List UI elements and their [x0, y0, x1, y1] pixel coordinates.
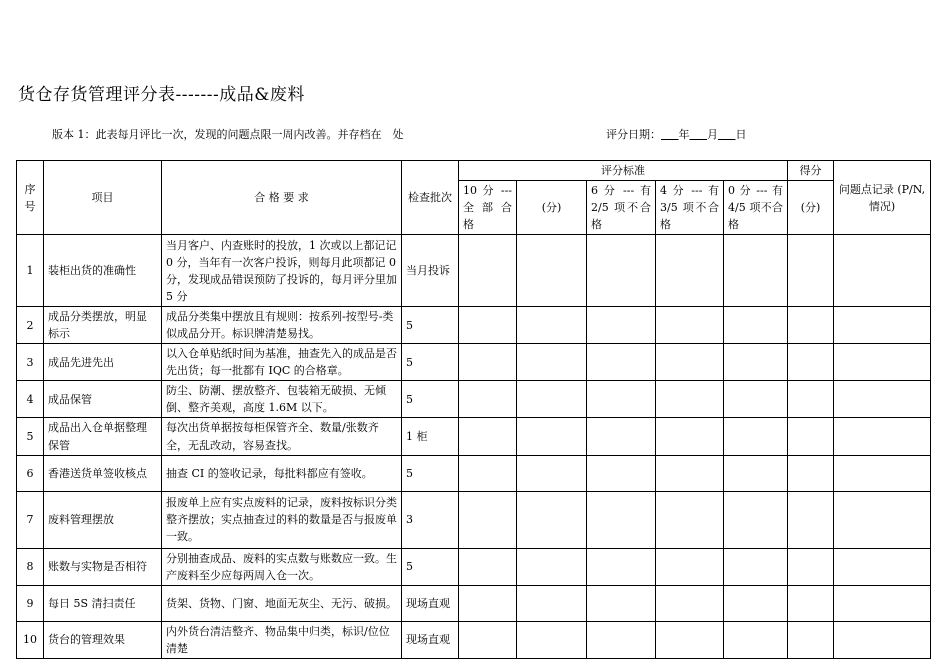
score-total-cell[interactable] — [788, 585, 834, 621]
version-note: 版本 1：此表每月评比一次，发现的问题点限一周内改善。并存档在 处 — [52, 128, 404, 141]
row-item: 每日 5S 清扫责任 — [44, 585, 162, 621]
evaluation-table — [16, 160, 931, 659]
row-batch: 当月投诉 — [402, 235, 459, 307]
score-fen-cell[interactable] — [517, 418, 587, 455]
issue-record-cell[interactable] — [834, 307, 931, 344]
criteria-0: 0 分 --- 有 4/5 项不合格 — [724, 181, 788, 235]
score-10-cell[interactable] — [459, 455, 517, 491]
issue-record-cell[interactable] — [834, 381, 931, 418]
day-label: 日 — [735, 128, 747, 141]
row-requirement: 防尘、防潮、摆放整齐、包装箱无破损、无倾倒、整齐美观，高度 1.6M 以下。 — [162, 381, 402, 418]
row-number: 8 — [17, 548, 44, 585]
score-4-cell[interactable] — [656, 381, 724, 418]
criteria-4: 4 分 --- 有 3/5 项不合格 — [656, 181, 724, 235]
score-10-cell[interactable] — [459, 491, 517, 548]
score-6-cell[interactable] — [587, 344, 656, 381]
score-0-cell[interactable] — [724, 548, 788, 585]
criteria-10: 10 分 ---全 部 合 格 — [459, 181, 517, 235]
score-total-cell[interactable] — [788, 344, 834, 381]
header-score: 得分 — [788, 161, 834, 181]
row-batch: 5 — [402, 455, 459, 491]
issue-record-cell[interactable] — [834, 344, 931, 381]
header-seq: 序号 — [17, 161, 44, 235]
score-6-cell[interactable] — [587, 621, 656, 658]
row-requirement: 当月客户、内查账时的投放，1 次或以上都记记 0 分，当年有一次客户投诉，则每月此项都记 0 分，发现成品错误预防了投诉的，每月评分里加 5 分 — [162, 235, 402, 307]
score-fen: (分) — [788, 181, 834, 235]
row-number: 4 — [17, 381, 44, 418]
score-total-cell[interactable] — [788, 235, 834, 307]
table-row — [17, 344, 931, 381]
issue-record-cell[interactable] — [834, 418, 931, 455]
row-number: 6 — [17, 455, 44, 491]
score-4-cell[interactable] — [656, 235, 724, 307]
table-row — [17, 235, 931, 307]
row-batch: 现场直观 — [402, 585, 459, 621]
row-batch: 5 — [402, 548, 459, 585]
score-4-cell[interactable] — [656, 418, 724, 455]
score-6-cell[interactable] — [587, 307, 656, 344]
row-requirement: 抽查 CI 的签收记录，每批料都应有签收。 — [162, 455, 402, 491]
year-label: 年 — [678, 128, 690, 141]
row-batch: 3 — [402, 491, 459, 548]
issue-record-cell[interactable] — [834, 455, 931, 491]
score-6-cell[interactable] — [587, 381, 656, 418]
score-6-cell[interactable] — [587, 455, 656, 491]
header-item: 项目 — [44, 161, 162, 235]
score-10-cell[interactable] — [459, 307, 517, 344]
score-6-cell[interactable] — [587, 548, 656, 585]
score-6-cell[interactable] — [587, 585, 656, 621]
score-0-cell[interactable] — [724, 621, 788, 658]
row-item: 货台的管理效果 — [44, 621, 162, 658]
score-4-cell[interactable] — [656, 585, 724, 621]
row-requirement: 每次出货单据按每柜保管齐全、数量/张数齐全，无乱改动，容易查找。 — [162, 418, 402, 455]
row-batch: 1 柜 — [402, 418, 459, 455]
month-label: 月 — [706, 128, 718, 141]
score-4-cell[interactable] — [656, 344, 724, 381]
score-10-cell[interactable] — [459, 548, 517, 585]
day-blank[interactable] — [718, 128, 735, 141]
row-number: 7 — [17, 491, 44, 548]
score-4-cell[interactable] — [656, 455, 724, 491]
row-number: 2 — [17, 307, 44, 344]
issue-record-cell[interactable] — [834, 621, 931, 658]
table-row — [17, 585, 931, 621]
score-10-cell[interactable] — [459, 418, 517, 455]
page-title: 货仓存货管理评分表-------成品&废料 — [18, 85, 305, 105]
criteria-6: 6 分 --- 有 2/5 项不合格 — [587, 181, 656, 235]
score-fen-cell[interactable] — [517, 585, 587, 621]
row-number: 3 — [17, 344, 44, 381]
row-number: 5 — [17, 418, 44, 455]
score-6-cell[interactable] — [587, 235, 656, 307]
issue-record-cell[interactable] — [834, 585, 931, 621]
score-4-cell[interactable] — [656, 307, 724, 344]
table-row — [17, 548, 931, 585]
row-item: 废料管理摆放 — [44, 491, 162, 548]
row-item: 香港送货单签收核点 — [44, 455, 162, 491]
score-fen-cell[interactable] — [517, 381, 587, 418]
score-total-cell[interactable] — [788, 418, 834, 455]
table-row — [17, 621, 931, 658]
score-10-cell[interactable] — [459, 381, 517, 418]
row-item: 成品先进先出 — [44, 344, 162, 381]
row-batch: 5 — [402, 381, 459, 418]
score-10-cell[interactable] — [459, 235, 517, 307]
month-blank[interactable] — [689, 128, 706, 141]
table-row — [17, 491, 931, 548]
score-total-cell[interactable] — [788, 381, 834, 418]
score-fen-cell[interactable] — [517, 344, 587, 381]
score-4-cell[interactable] — [656, 548, 724, 585]
score-fen-cell[interactable] — [517, 455, 587, 491]
row-item: 账数与实物是否相符 — [44, 548, 162, 585]
score-0-cell[interactable] — [724, 418, 788, 455]
header-criteria: 评分标准 — [459, 161, 788, 181]
score-0-cell[interactable] — [724, 585, 788, 621]
table-row — [17, 455, 931, 491]
score-0-cell[interactable] — [724, 235, 788, 307]
score-total-cell[interactable] — [788, 307, 834, 344]
score-0-cell[interactable] — [724, 381, 788, 418]
header-row-1 — [17, 161, 931, 181]
row-item: 成品保管 — [44, 381, 162, 418]
score-0-cell[interactable] — [724, 344, 788, 381]
row-item: 成品出入仓单据整理保管 — [44, 418, 162, 455]
score-total-cell[interactable] — [788, 491, 834, 548]
row-item: 装柜出货的准确性 — [44, 235, 162, 307]
issue-record-cell[interactable] — [834, 235, 931, 307]
row-batch: 5 — [402, 344, 459, 381]
score-total-cell[interactable] — [788, 621, 834, 658]
row-requirement: 货架、货物、门窗、地面无灰尘、无污、破损。 — [162, 585, 402, 621]
score-10-cell[interactable] — [459, 344, 517, 381]
row-requirement: 内外货台清洁整齐、物品集中归类，标识/位位清楚 — [162, 621, 402, 658]
score-fen-cell[interactable] — [517, 621, 587, 658]
header-requirement: 合 格 要 求 — [162, 161, 402, 235]
score-6-cell[interactable] — [587, 418, 656, 455]
row-number: 1 — [17, 235, 44, 307]
row-batch: 5 — [402, 307, 459, 344]
date-label: 评分日期： — [606, 128, 661, 141]
row-requirement: 分别抽查成品、废料的实点数与账数应一致。生产废料至少应每两周入仓一次。 — [162, 548, 402, 585]
score-total-cell[interactable] — [788, 548, 834, 585]
row-requirement: 以入仓单贴纸时间为基准，抽查先入的成品是否先出货；每一批都有 IQC 的合格章。 — [162, 344, 402, 381]
table-row — [17, 307, 931, 344]
score-10-cell[interactable] — [459, 621, 517, 658]
year-blank[interactable] — [661, 128, 678, 141]
score-0-cell[interactable] — [724, 491, 788, 548]
table-row — [17, 381, 931, 418]
score-fen-cell[interactable] — [517, 235, 587, 307]
row-number: 9 — [17, 585, 44, 621]
score-date — [606, 126, 746, 142]
score-4-cell[interactable] — [656, 491, 724, 548]
row-item: 成品分类摆放，明显标示 — [44, 307, 162, 344]
row-batch: 现场直观 — [402, 621, 459, 658]
issue-record-cell[interactable] — [834, 548, 931, 585]
header-batch: 检查批次 — [402, 161, 459, 235]
score-10-cell[interactable] — [459, 585, 517, 621]
score-fen-cell[interactable] — [517, 548, 587, 585]
score-fen-cell[interactable] — [517, 491, 587, 548]
row-requirement: 成品分类集中摆放且有规则：按系列-按型号-类似成品分开。标识牌清楚易找。 — [162, 307, 402, 344]
row-requirement: 报废单上应有实点废料的记录，废料按标识分类整齐摆放；实点抽查过的料的数量是否与报废单一致。 — [162, 491, 402, 548]
header-issues: 问题点记录 (P/N,情况) — [834, 161, 931, 235]
score-4-cell[interactable] — [656, 621, 724, 658]
score-0-cell[interactable] — [724, 455, 788, 491]
score-total-cell[interactable] — [788, 455, 834, 491]
score-fen-cell[interactable] — [517, 307, 587, 344]
score-0-cell[interactable] — [724, 307, 788, 344]
row-number: 10 — [17, 621, 44, 658]
issue-record-cell[interactable] — [834, 491, 931, 548]
criteria-fen: (分) — [517, 181, 587, 235]
score-6-cell[interactable] — [587, 491, 656, 548]
table-row — [17, 418, 931, 455]
